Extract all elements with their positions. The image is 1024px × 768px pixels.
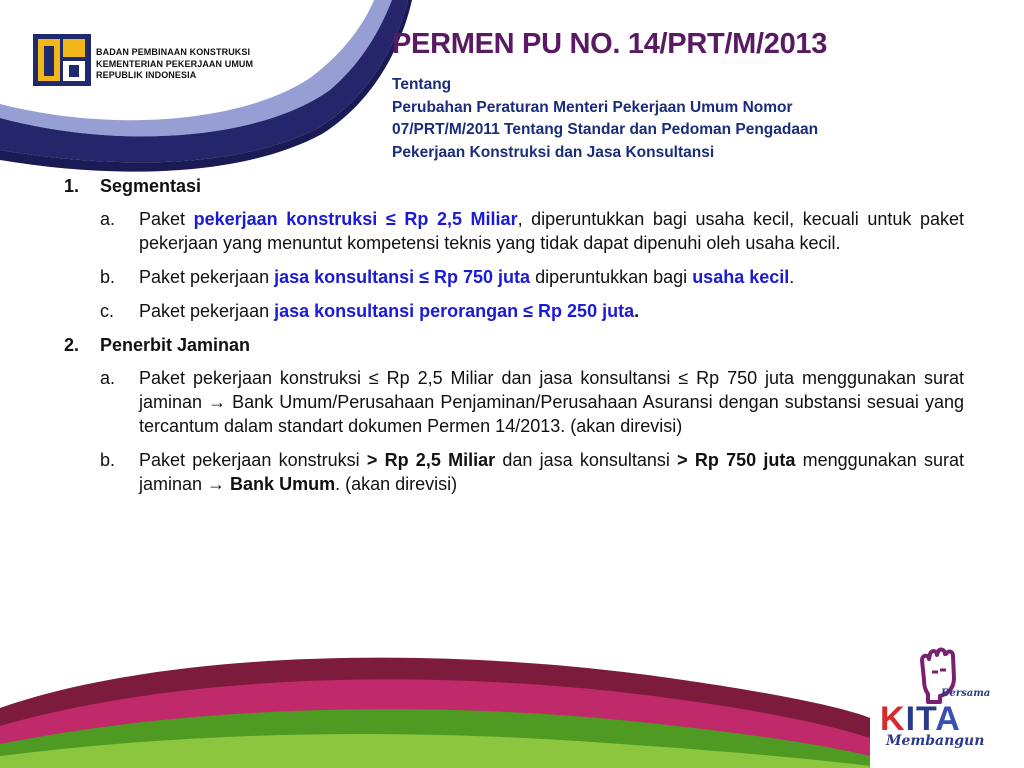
item-text: Paket pekerjaan [139, 301, 275, 321]
item-text: Paket [139, 209, 194, 229]
section-number: 2. [64, 335, 80, 355]
list-item [64, 207, 964, 255]
subtitle-line: Perubahan Peraturan Menteri Pekerjaan Umum Nomor [392, 98, 793, 116]
item-text: dan jasa konsultansi [495, 450, 678, 470]
item-text: . [634, 301, 640, 321]
item-letter: b. [100, 267, 116, 287]
section-title: Segmentasi [100, 176, 202, 196]
item-text: Paket pekerjaan [139, 267, 275, 287]
item-text: diperuntukkan bagi [530, 267, 693, 287]
item-highlight: jasa konsultansi ≤ Rp 750 juta [274, 267, 531, 287]
logo-letter: I [905, 700, 917, 738]
slide-title: PERMEN PU NO. 14/PRT/M/2013 [392, 28, 828, 60]
section-title: Penerbit Jaminan [100, 335, 251, 355]
list-item [64, 299, 964, 323]
org-line: BADAN PEMBINAAN KONSTRUKSI [96, 47, 251, 57]
list-item [64, 265, 964, 289]
item-text: menggunakan surat jaminan → [139, 450, 965, 494]
section-number: 1. [64, 176, 80, 196]
org-line: REPUBLIK INDONESIA [96, 70, 197, 80]
item-text: Paket pekerjaan konstruksi ≤ Rp 2,5 Miliar dan jasa konsultansi ≤ Rp 750 juta menggunakan surat jaminan → Bank Umum/Perusahaan Penjaminan/Perusahaan Asuransi dengan substansi sesuai yang tercantum dalam standart dokumen Permen 14/2013. (akan direvisi) [139, 368, 964, 436]
list-item [64, 448, 964, 496]
logo-bersama-text: Bersama [941, 688, 991, 699]
logo-letter: K [880, 700, 906, 738]
logo-letter: T [916, 700, 936, 738]
section-segmentasi [64, 174, 964, 198]
item-text: , diperuntukkan bagi usaha kecil, kecuali untuk paket pekerjaan yang menuntut kompetensi teknis yang tidak dapat dipenuhi oleh usaha kecil. [139, 209, 964, 253]
item-text: . [789, 267, 795, 287]
subtitle-line: Pekerjaan Konstruksi dan Jasa Konsultansi [392, 143, 715, 161]
item-bold: Bank Umum [230, 474, 336, 494]
org-line: KEMENTERIAN PEKERJAAN UMUM [96, 58, 254, 69]
slide-subtitle [392, 74, 992, 164]
item-letter: a. [100, 368, 116, 388]
section-penerbit-jaminan [64, 333, 964, 357]
item-highlight: pekerjaan konstruksi ≤ Rp 2,5 Miliar [193, 209, 518, 229]
org-name [96, 47, 253, 82]
item-text: Paket pekerjaan konstruksi [139, 450, 367, 470]
subtitle-line: Tentang [392, 76, 452, 93]
item-highlight: usaha kecil [692, 267, 790, 287]
logo-letter: A [935, 700, 961, 738]
pu-logo-icon [33, 34, 91, 86]
item-bold: > Rp 2,5 Miliar [366, 450, 496, 470]
item-letter: a. [100, 209, 116, 229]
logo-membangun-text: Membangun [886, 733, 985, 749]
item-letter: c. [100, 301, 115, 321]
list-item [64, 366, 964, 438]
slide-content [64, 174, 964, 506]
subtitle-line: 07/PRT/M/2011 Tentang Standar dan Pedoman Pengadaan [392, 121, 819, 138]
item-text: . (akan direvisi) [335, 474, 458, 494]
item-bold: > Rp 750 juta [677, 450, 796, 470]
item-highlight: jasa konsultansi perorangan ≤ Rp 250 juta [274, 301, 635, 321]
item-letter: b. [100, 450, 116, 470]
